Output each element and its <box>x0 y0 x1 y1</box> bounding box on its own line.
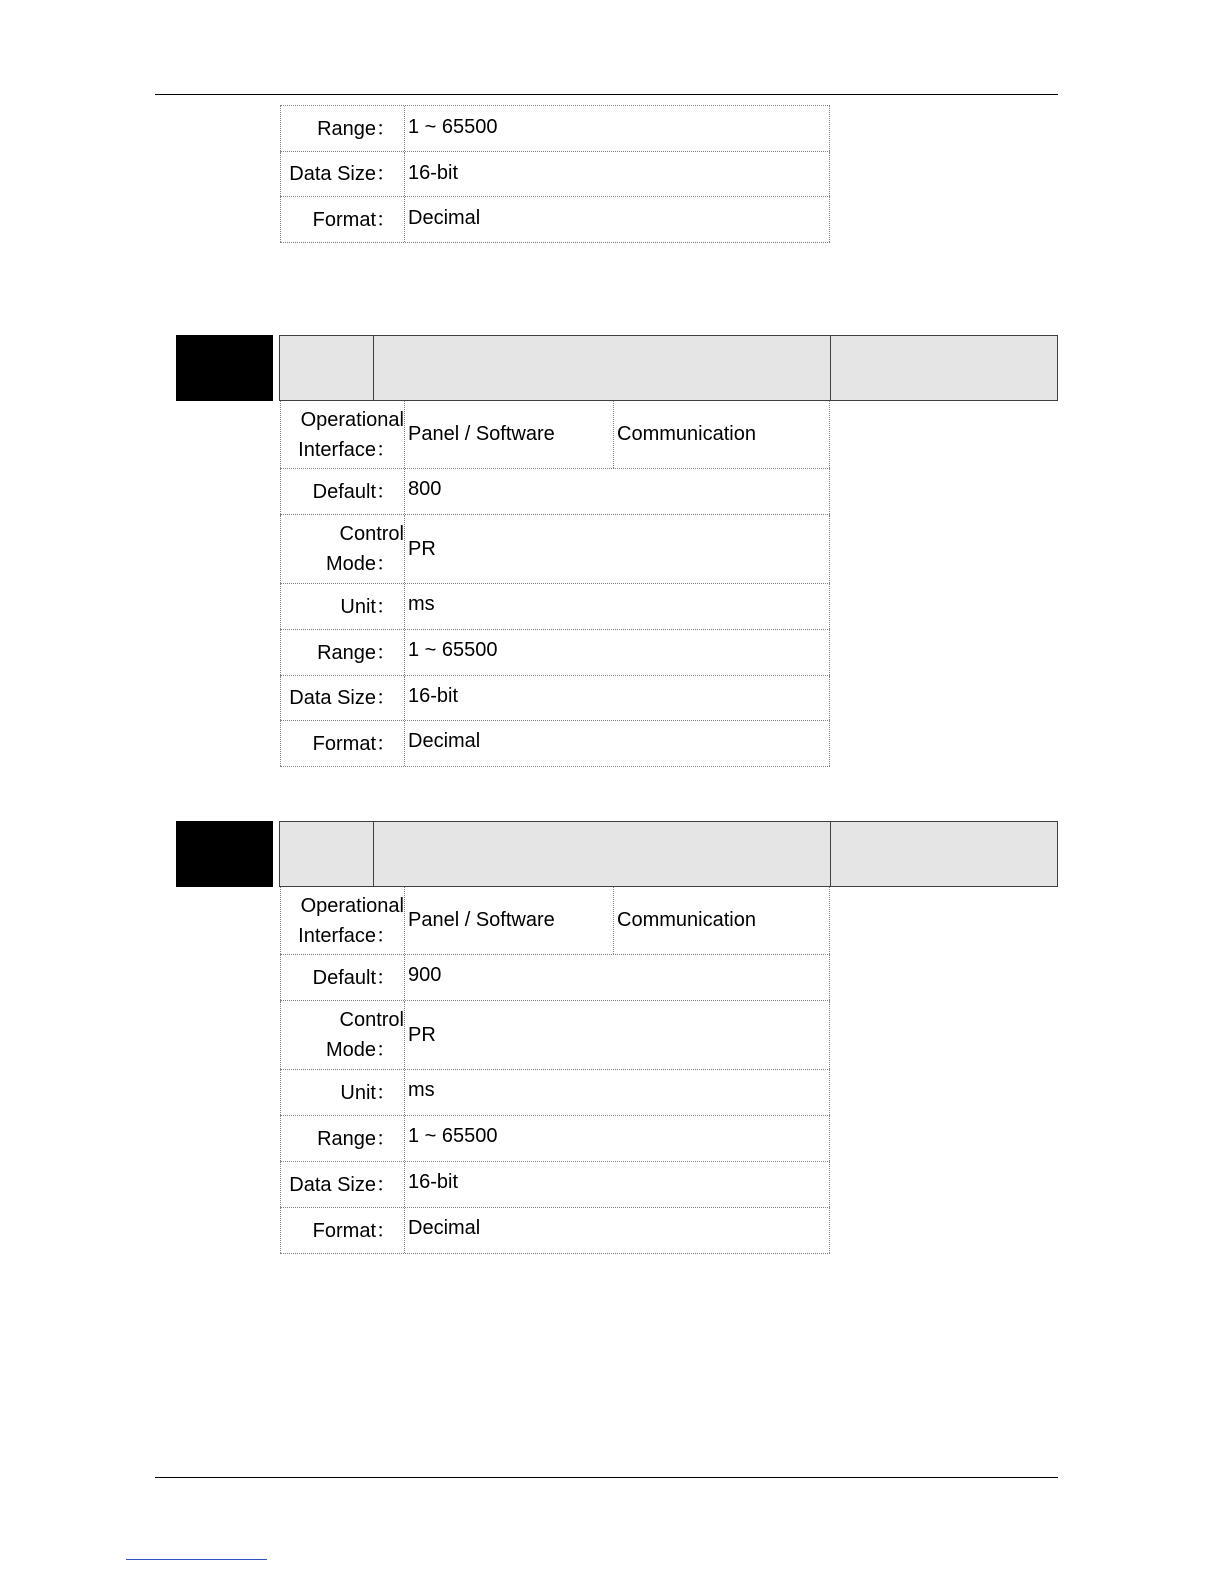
top-param-table <box>280 105 830 243</box>
data-size-value: 16-bit <box>405 676 830 720</box>
control-mode-label <box>280 515 405 583</box>
control-mode-value: PR <box>405 515 830 583</box>
unit-value: ms <box>405 1070 830 1115</box>
param-1-header <box>279 335 1058 401</box>
table-row <box>280 515 830 584</box>
panel-software-cell: Panel / Software <box>405 887 614 954</box>
data-size-value: 16-bit <box>405 1162 830 1207</box>
label-line: Operational <box>300 408 404 431</box>
range-value: 1 ~ 65500 <box>405 630 830 675</box>
param-1-header-cell <box>831 336 1057 400</box>
unit-label: Unit： <box>280 584 405 629</box>
data-size-label: Data Size： <box>280 152 405 196</box>
range-label: Range： <box>280 1116 405 1161</box>
data-size-label: Data Size： <box>280 1162 405 1207</box>
range-value: 1 ~ 65500 <box>405 1116 830 1161</box>
label-line: Mode： <box>325 1039 396 1061</box>
control-mode-value: PR <box>405 1001 830 1069</box>
label-line: Mode： <box>325 553 396 575</box>
table-row <box>280 1001 830 1070</box>
table-row <box>280 584 830 630</box>
default-value: 800 <box>405 469 830 514</box>
table-row <box>280 197 830 243</box>
range-label: Range： <box>280 630 405 675</box>
param-2-header-cell <box>280 822 374 886</box>
table-row <box>280 721 830 767</box>
table-row <box>280 1116 830 1162</box>
param-2-code-block <box>176 821 273 887</box>
footer-link-underline <box>126 1559 267 1560</box>
format-label: Format： <box>280 197 405 242</box>
table-row <box>280 469 830 515</box>
param-2-header <box>279 821 1058 887</box>
control-mode-label <box>280 1001 405 1069</box>
communication-cell: Communication <box>617 423 756 445</box>
table-row <box>280 630 830 676</box>
communication-cell: Communication <box>617 909 756 931</box>
label-line: Interface： <box>298 924 396 947</box>
param-1-header-cell <box>280 336 374 400</box>
panel-software-cell: Panel / Software <box>405 401 614 468</box>
table-row <box>280 401 830 469</box>
table-row <box>280 1162 830 1208</box>
param-1-header-cell <box>374 336 831 400</box>
table-row <box>280 1208 830 1254</box>
operational-interface-label <box>280 401 405 468</box>
unit-label: Unit： <box>280 1070 405 1115</box>
param-2-table <box>280 887 830 1254</box>
operational-interface-value <box>405 887 830 954</box>
table-row <box>280 152 830 197</box>
default-label: Default： <box>280 955 405 1000</box>
operational-interface-label <box>280 887 405 954</box>
table-row <box>280 105 830 152</box>
label-line: Operational <box>300 894 404 917</box>
table-row <box>280 676 830 721</box>
format-value: Decimal <box>405 721 830 766</box>
range-label: Range： <box>280 106 405 151</box>
operational-interface-value <box>405 401 830 468</box>
data-size-label: Data Size： <box>280 676 405 720</box>
format-value: Decimal <box>405 197 830 242</box>
format-label: Format： <box>280 721 405 766</box>
table-row <box>280 1070 830 1116</box>
param-1-code-block <box>176 335 273 401</box>
header-rule <box>155 94 1058 95</box>
default-value: 900 <box>405 955 830 1000</box>
default-label: Default： <box>280 469 405 514</box>
table-row <box>280 955 830 1001</box>
param-2-header-cell <box>374 822 831 886</box>
param-2-header-cell <box>831 822 1057 886</box>
label-line: Control <box>339 523 404 545</box>
table-row <box>280 887 830 955</box>
format-value: Decimal <box>405 1208 830 1253</box>
range-value: 1 ~ 65500 <box>405 106 830 151</box>
format-label: Format： <box>280 1208 405 1253</box>
label-line: Control <box>339 1009 404 1031</box>
label-line: Interface： <box>298 438 396 461</box>
footer-rule <box>155 1477 1058 1478</box>
unit-value: ms <box>405 584 830 629</box>
data-size-value: 16-bit <box>405 152 830 196</box>
param-1-table <box>280 401 830 767</box>
